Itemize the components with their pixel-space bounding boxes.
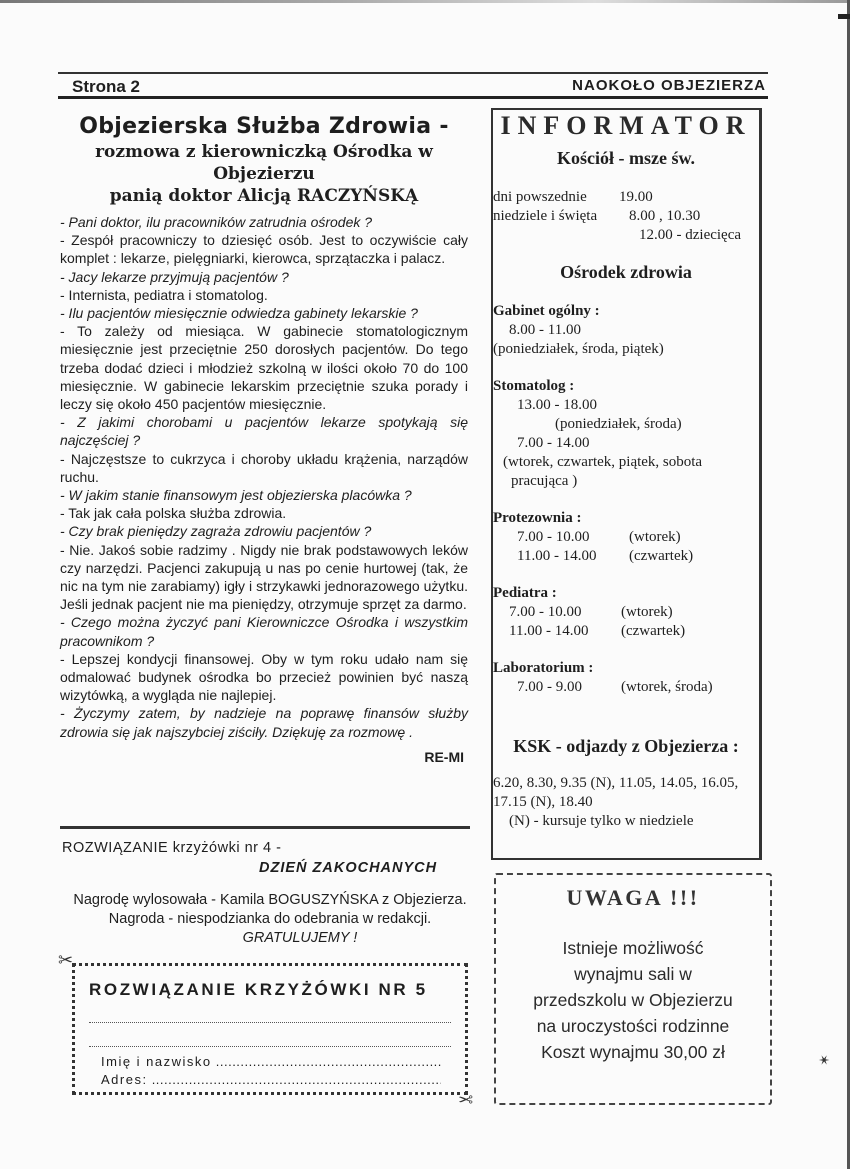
address-field[interactable] <box>101 1072 441 1087</box>
article-subtitle-3: panią doktor Alicją RACZYŃSKĄ <box>109 186 419 206</box>
mass-schedule <box>493 188 759 245</box>
interview-question: - Ilu pacjentów miesięcznie odwiedza gabinety lekarskie ? <box>60 305 418 322</box>
answer-line-2[interactable] <box>89 1046 451 1047</box>
pediatrician: Pediatra : 7.00 - 10.00 (wtorek) 11.00 - 14.00 (czwartek) <box>493 585 686 639</box>
interview-question: - Czy brak pieniędzy zagraża zdrowiu pacjentów ? <box>60 523 372 540</box>
rental-notice <box>494 873 772 1105</box>
informator-title: INFORMATOR <box>500 111 752 140</box>
interview-answer: - Nie. Jakoś sobie radzimy . Nigdy nie brak podstawowych leków czy narzędzi. Pacjenci zakupują u nas po cenie hurtowej (tak, że nic na tym nie zarabiamy) igły i strzykawki jednorazowego użytku. Jeśli jednak pacjent nie ma pieniędzy, otrzymuje sprzęt za darmo. <box>60 541 468 613</box>
informator-box <box>491 108 762 860</box>
dentist: Stomatolog : 13.00 - 18.00 (poniedziałek, środa) 7.00 - 14.00 (wtorek, czwartek, piątek, sobota pracująca ) <box>493 378 703 489</box>
prosthetics: Protezownia : 7.00 - 10.00 (wtorek) 11.00 - 14.00 (czwartek) <box>493 510 694 564</box>
congrats-text: GRATULUJEMY ! <box>242 930 358 946</box>
coupon-title: ROZWIĄZANIE KRZYŻÓWKI NR 5 <box>89 980 428 999</box>
interview-answer: - Zespół pracowniczy to dziesięć osób. Jest to oczywiście cały komplet : lekarze, pielęgniarki, kierowca, sprzątaczka i palacz. <box>60 232 468 267</box>
name-label: Imię i nazwisko <box>101 1054 212 1069</box>
header-rule-bottom <box>58 96 768 99</box>
address-label: Adres: <box>101 1072 148 1087</box>
interview-question: - Pani doktor, ilu pracowników zatrudnia ośrodek ? <box>60 214 373 230</box>
scan-smudge: ✶ <box>815 1050 834 1070</box>
notice-text: Istnieje możliwość wynajmu sali w przedszkolu w Objezierzu na uroczystości rodzinne Koszt wynajmu 30,00 zł <box>533 938 733 1062</box>
prize-announcement <box>72 891 468 948</box>
name-field[interactable] <box>101 1054 441 1069</box>
interview-answer: - Lepszej kondycji finansowej. Oby w tym roku udało nam się odmalować budynek ośrodka bo przecież powinien być naszą wizytówką, a wygląda nie najlepiej. <box>60 650 468 704</box>
interview-question: - W jakim stanie finansowym jest objezierska placówka ? <box>60 487 412 504</box>
crossword-5-coupon <box>72 963 468 1095</box>
bus-heading: KSK - odjazdy z Objezierza : <box>513 736 739 756</box>
mass-extra: 12.00 - dziecięca <box>639 227 742 243</box>
laboratory: Laboratorium : 7.00 - 9.00 (wtorek, środa) <box>493 660 713 695</box>
interview-question: - Życzymy zatem, by nadzieje na poprawę finansów służby zdrowia się jak najszybciej ziściły. Dziękuję za rozmowę . <box>60 705 468 740</box>
prize-text: Nagrodę wylosowała - Kamila BOGUSZYŃSKA z Objezierza. Nagroda - niespodzianka do odebrania w redakcji. <box>73 892 467 927</box>
masthead: NAOKOŁO OBJEZIERZA <box>572 77 766 94</box>
interview-question: - Jacy lekarze przyjmują pacjentów ? <box>60 268 289 285</box>
article-subtitle-2: Objezierzu <box>213 164 315 184</box>
crossword-4-solution <box>62 838 467 878</box>
mass-row: niedziele i święta 8.00 , 10.30 <box>493 208 701 224</box>
article-signature: RE-MI <box>424 748 464 765</box>
section-divider <box>60 826 470 829</box>
interview-answer: - Internista, pediatra i stomatolog. <box>60 286 268 303</box>
answer-line-1[interactable] <box>89 1022 451 1023</box>
interview-question: - Z jakimi chorobami u pacjentów lekarze spotykają się najczęściej ? <box>60 414 468 449</box>
article-title: Objezierska Służba Zdrowia - <box>79 114 449 139</box>
scissors-icon: ✂ <box>458 1090 474 1110</box>
header-rule-top <box>58 72 768 74</box>
crossword-4-answer: DZIEŃ ZAKOCHANYCH <box>259 860 438 876</box>
bus-times: 6.20, 8.30, 9.35 (N), 11.05, 14.05, 16.05, 17.15 (N), 18.40 <box>493 775 739 810</box>
page-top-edge <box>0 0 850 3</box>
interview-answer: - Tak jak cała polska służba zdrowia. <box>60 505 287 522</box>
interview-article <box>60 108 468 765</box>
crossword-4-heading: ROZWIĄZANIE krzyżówki nr 4 - <box>62 840 282 856</box>
interview-answer: - To zależy od miesiąca. W gabinecie stomatologicznym miesięcznie jest przeciętnie 250 dorosłych pacjentów. Do tego trzeba dodać dzieci i młodzież szkolną w ilości około 70 do 100 miesięcznie. W gabinecie lekarskim przeciętnie szuka porady i leczy się około 450 pacjentów miesięcznie. <box>60 323 468 413</box>
health-heading: Ośrodek zdrowia <box>560 262 692 282</box>
scan-mark <box>838 14 850 19</box>
general-clinic: Gabinet ogólny : 8.00 - 11.00 (poniedziałek, środa, piątek) <box>493 303 664 357</box>
notice-title: UWAGA !!! <box>566 885 700 910</box>
bus-note: (N) - kursuje tylko w niedziele <box>509 813 694 829</box>
article-subtitle-1: rozmowa z kierowniczką Ośrodka w <box>95 142 433 162</box>
interview-question: - Czego można życzyć pani Kierowniczce Ośrodka i wszystkim pracownikom ? <box>60 614 468 649</box>
article-body <box>60 213 468 741</box>
interview-answer: - Najczęstsze to cukrzyca i choroby układu krążenia, narządów ruchu. <box>60 450 468 485</box>
church-heading: Kościół - msze św. <box>557 148 695 168</box>
page-number: Strona 2 <box>72 77 141 96</box>
scissors-icon: ✂ <box>58 950 74 970</box>
mass-row: dni powszednie 19.00 <box>493 189 653 205</box>
